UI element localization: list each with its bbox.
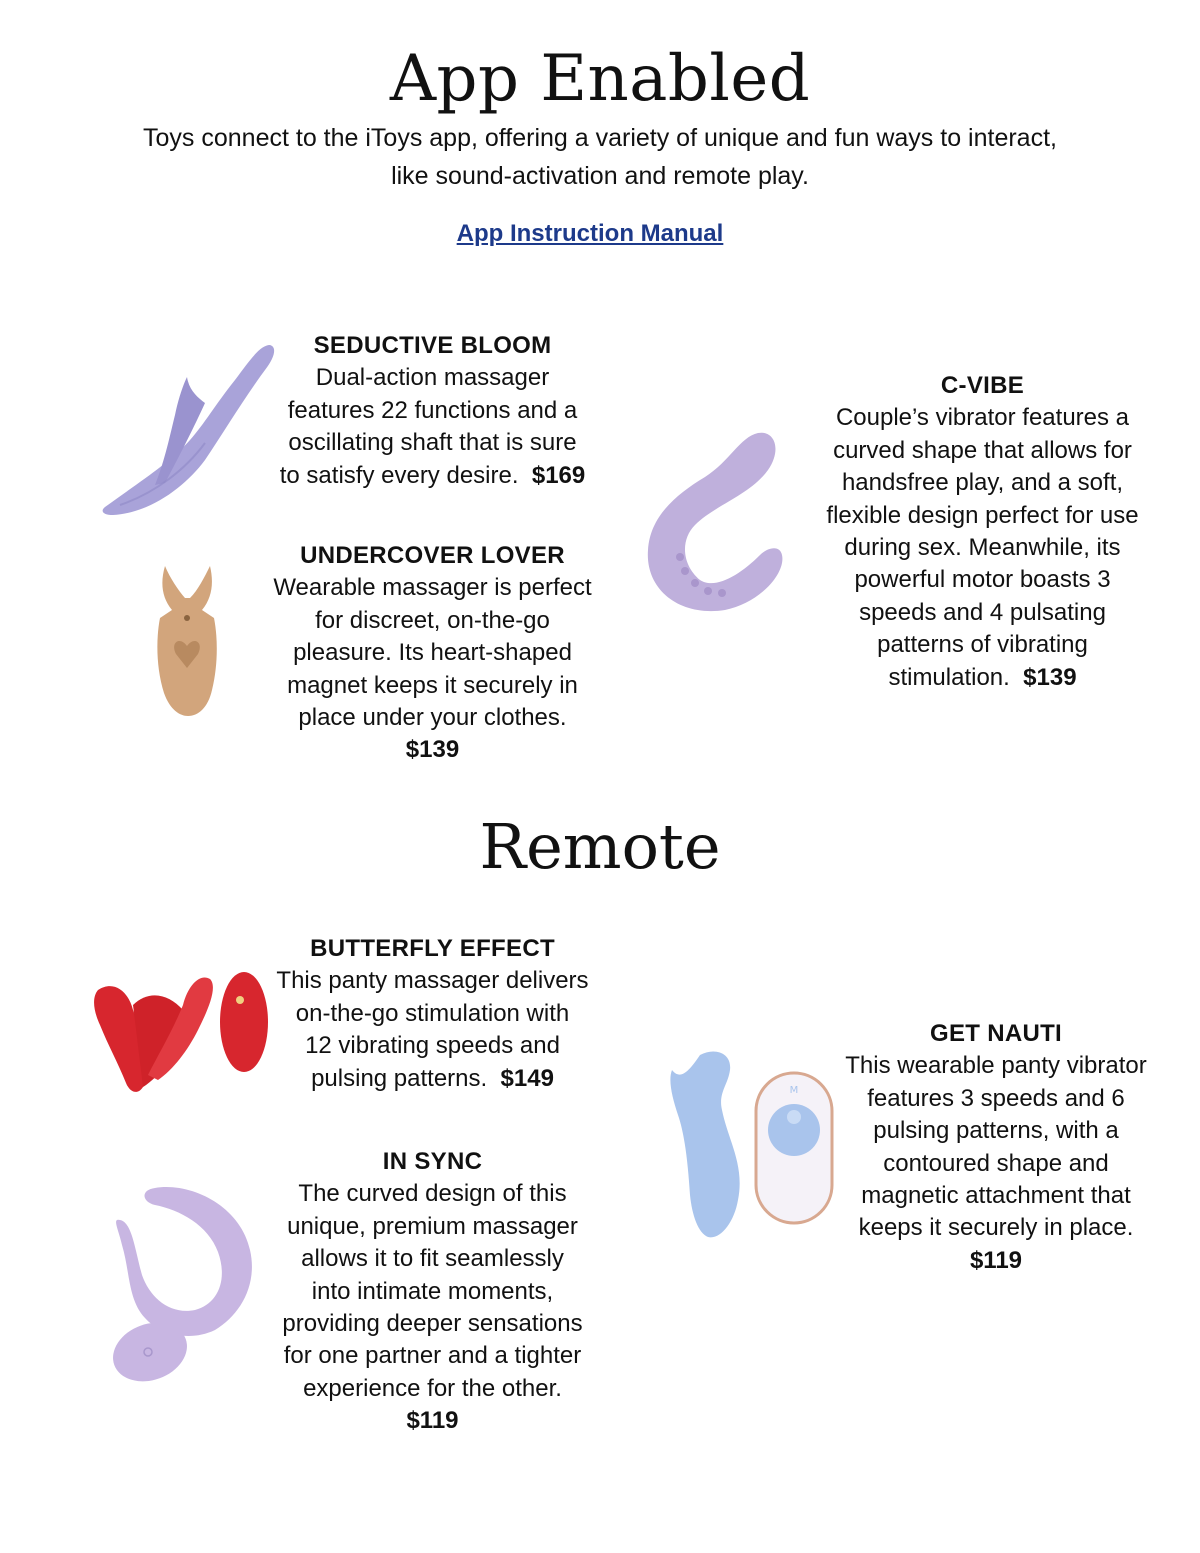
svg-text:M: M xyxy=(789,1085,799,1096)
description-line: on-the-go stimulation with xyxy=(295,999,570,1027)
product-price: $119 xyxy=(406,1407,459,1435)
description-line: flexible design perfect for use xyxy=(826,501,1139,529)
product-price: $119 xyxy=(969,1246,1023,1274)
description-line: into intimate moments, xyxy=(311,1277,554,1305)
get-nauti-image xyxy=(660,1045,845,1245)
product-name: BUTTERFLY EFFECT xyxy=(310,935,555,962)
product-price: $169 xyxy=(531,461,586,489)
description-line: allows it to fit seamlessly xyxy=(301,1245,564,1273)
product-name: UNDERCOVER LOVER xyxy=(300,542,565,569)
product-c-vibe xyxy=(810,370,1155,694)
description-line: contoured shape and xyxy=(883,1149,1109,1177)
seductive-bloom-image xyxy=(95,335,280,525)
c-vibe-image xyxy=(640,425,790,620)
description-line: Dual-action massager xyxy=(315,364,550,392)
description-line: magnet keeps it securely in xyxy=(287,671,578,699)
description-line: patterns of vibrating xyxy=(877,631,1088,659)
description-line: oscillating shaft that is sure xyxy=(288,429,577,457)
description-line: during sex. Meanwhile, its xyxy=(844,534,1121,562)
description-line: unique, premium massager xyxy=(287,1212,578,1240)
description-line: speeds and 4 pulsating xyxy=(859,598,1106,626)
description-line: Wearable massager is perfect xyxy=(273,574,592,602)
product-name: SEDUCTIVE BLOOM xyxy=(313,332,552,359)
description-line: handsfree play, and a soft, xyxy=(841,469,1124,497)
description-line: This wearable panty vibrator xyxy=(845,1052,1147,1080)
description-line: features 22 functions and a xyxy=(287,396,578,424)
product-in-sync xyxy=(265,1146,600,1438)
description-line: to satisfy every desire. xyxy=(279,461,519,489)
description-line: powerful motor boasts 3 xyxy=(854,566,1111,594)
product-butterfly-effect xyxy=(265,933,600,1095)
description-line: stimulation. xyxy=(888,663,1010,691)
product-undercover-lover xyxy=(265,540,600,767)
product-name: IN SYNC xyxy=(382,1148,483,1175)
description-line: magnetic attachment that xyxy=(861,1182,1131,1210)
description-line: This panty massager delivers xyxy=(276,967,589,995)
product-seductive-bloom xyxy=(270,330,595,492)
product-name: GET NAUTI xyxy=(929,1020,1063,1047)
description-line: for one partner and a tighter xyxy=(283,1342,582,1370)
in-sync-image xyxy=(100,1180,265,1400)
product-price: $139 xyxy=(405,736,460,764)
intro-line-1: Toys connect to the iToys app, offering a variety of unique and fun ways to interact, xyxy=(143,124,1057,152)
section-intro xyxy=(100,119,1100,195)
description-line: providing deeper sensations xyxy=(282,1310,583,1338)
app-instruction-manual-link[interactable]: App Instruction Manual xyxy=(456,220,724,247)
product-get-nauti xyxy=(830,1018,1162,1277)
product-name: C-VIBE xyxy=(940,372,1025,399)
description-line: place under your clothes. xyxy=(298,704,567,732)
description-line: pulsing patterns. xyxy=(311,1064,488,1092)
description-line: experience for the other. xyxy=(303,1374,562,1402)
description-line: features 3 speeds and 6 xyxy=(867,1084,1125,1112)
butterfly-effect-image xyxy=(88,965,278,1100)
description-line: for discreet, on-the-go xyxy=(315,606,550,634)
description-line: Couple’s vibrator features a xyxy=(835,404,1130,432)
description-line: The curved design of this xyxy=(298,1180,567,1208)
intro-line-2: like sound-activation and remote play. xyxy=(391,162,809,190)
description-line: 12 vibrating speeds and xyxy=(305,1032,560,1060)
description-line: keeps it securely in place. xyxy=(858,1214,1134,1242)
undercover-lover-image xyxy=(150,558,225,718)
product-price: $149 xyxy=(500,1064,554,1092)
product-price: $139 xyxy=(1023,663,1077,691)
section-title-remote: Remote xyxy=(479,810,721,883)
description-line: pulsing patterns, with a xyxy=(873,1117,1119,1145)
description-line: curved shape that allows for xyxy=(833,436,1132,464)
description-line: pleasure. Its heart-shaped xyxy=(293,639,572,667)
section-title-app-enabled: App Enabled xyxy=(389,42,811,116)
